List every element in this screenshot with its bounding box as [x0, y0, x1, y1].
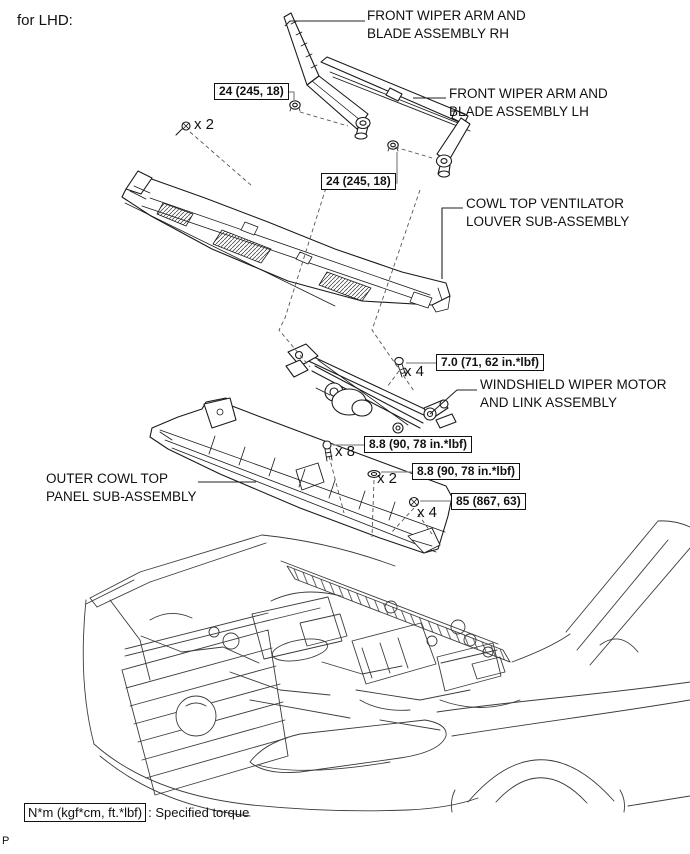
part-label-front-wiper-rh: [367, 7, 526, 43]
torque-legend-box: N*m (kgf*cm, ft.*lbf): [24, 803, 146, 822]
fastener-count: x 8: [335, 443, 356, 460]
variant-label: for LHD:: [17, 12, 73, 29]
wiper-motor-link-drawing: [286, 344, 456, 433]
torque-spec-box: 24 (245, 18): [321, 173, 396, 190]
fastener-count: x 4: [404, 363, 425, 380]
stud-icon: [176, 122, 190, 135]
part-label-line: WINDSHIELD WIPER MOTOR: [480, 377, 667, 392]
part-label-line: FRONT WIPER ARM AND: [367, 8, 526, 23]
torque-legend-description: : Specified torque: [148, 805, 250, 820]
cowl-top-louver-drawing: [122, 171, 450, 312]
part-label-line: LOUVER SUB-ASSEMBLY: [466, 214, 630, 229]
torque-spec-box: 7.0 (71, 62 in.*lbf): [436, 354, 544, 371]
part-label-cowl-louver: [466, 195, 629, 231]
part-label-line: COWL TOP VENTILATOR: [466, 196, 625, 211]
fastener-count: x 4: [417, 504, 438, 521]
part-label-line: OUTER COWL TOP: [46, 471, 169, 486]
vehicle-front-drawing: [83, 521, 690, 816]
torque-spec-box: 24 (245, 18): [214, 83, 289, 100]
part-label-line: FRONT WIPER ARM AND: [449, 86, 608, 101]
part-label-line: BLADE ASSEMBLY LH: [449, 104, 589, 119]
part-label-outer-cowl-panel: [46, 470, 197, 506]
nut-icon: [290, 101, 300, 111]
torque-legend: [24, 803, 249, 822]
fastener-count: x 2: [377, 470, 398, 487]
torque-spec-box: 85 (867, 63): [451, 493, 526, 510]
part-label-wiper-motor: [480, 376, 667, 412]
torque-spec-box: 8.8 (90, 78 in.*lbf): [412, 463, 520, 480]
page-marker: P: [2, 835, 10, 847]
nut-icon: [388, 141, 398, 151]
part-label-line: BLADE ASSEMBLY RH: [367, 26, 510, 41]
fastener-count: x 2: [194, 116, 215, 133]
part-label-line: PANEL SUB-ASSEMBLY: [46, 489, 197, 504]
torque-spec-box: 8.8 (90, 78 in.*lbf): [364, 436, 472, 453]
part-label-line: AND LINK ASSEMBLY: [480, 395, 618, 410]
part-label-front-wiper-lh: [449, 85, 608, 121]
